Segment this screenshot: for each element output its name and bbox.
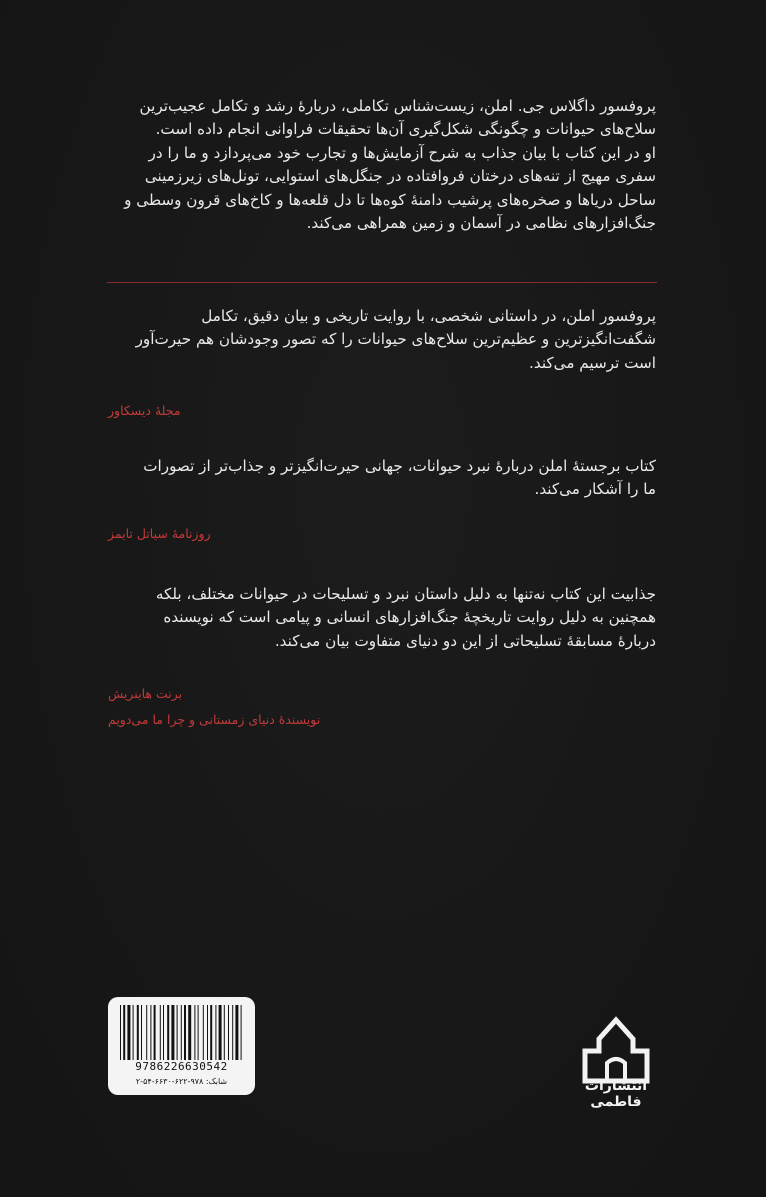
quote-source: روزنامهٔ سیاتل تایمز — [108, 526, 211, 541]
quote-source: مجلهٔ دیسکاور — [108, 403, 181, 418]
intro-line: جنگ‌افزارهای نظامی در آسمان و زمین همراهی می‌کند. — [306, 214, 656, 233]
quote-line: دربارهٔ مسابقهٔ تسلیحاتی از این دو دنیای متفاوت بیان می‌کند. — [274, 631, 656, 650]
quote-heinrich — [108, 583, 656, 653]
quote-line: کتاب برجستهٔ املن دربارهٔ نبرد حیوانات، جهانی حیرت‌انگیزتر و جذاب‌تر از تصورات — [143, 457, 656, 475]
intro-line: سفری مهیج از تنه‌های درختان فروافتاده در جنگل‌های استوایی، تونل‌های زیرزمینی — [144, 167, 656, 186]
quote-seattle-times — [108, 455, 656, 502]
quote-line: ما را آشکار می‌کند. — [534, 480, 656, 499]
intro-paragraph — [108, 95, 656, 235]
quote-line: است ترسیم می‌کند. — [529, 353, 656, 372]
intro-line: ساحل دریاها و صخره‌های پرشیب دامنهٔ کوه‌ها تا دل قلعه‌ها و کاخ‌های قرون وسطی و — [124, 190, 656, 209]
quote-discover — [108, 305, 656, 375]
section-divider — [107, 282, 657, 283]
barcode-bars — [120, 1005, 243, 1060]
barcode-number: 9786226630542 — [135, 1060, 228, 1073]
quote-line: پروفسور املن، در داستانی شخصی، با روایت تاریخی و بیان دقیق، تکامل — [201, 307, 656, 325]
quote-source: برنت هاینریش — [108, 686, 183, 701]
intro-line: پروفسور داگلاس جی. املن، زیست‌شناس تکاملی، دربارهٔ رشد و تکامل عجیب‌ترین — [139, 97, 656, 115]
quote-line: همچنین به دلیل روایت تاریخچهٔ جنگ‌افزارهای انسانی و پیامی است که نویسنده — [163, 608, 656, 627]
quote-source-detail: نویسندهٔ دنیای زمستانی و چرا ما می‌دویم — [108, 712, 321, 727]
barcode-label — [108, 997, 255, 1095]
intro-line: سلاح‌های حیوانات و چگونگی شکل‌گیری آن‌ها تحقیقات فراوانی انجام داده است. — [155, 120, 656, 139]
intro-line: او در این کتاب با بیان جذاب به شرح آزمایش‌ها و تجارب خود می‌پردازد و ما را در — [148, 143, 656, 162]
quote-line: شگفت‌انگیزترین و عظیم‌ترین سلاح‌های حیوانات را که تصور وجودشان هم حیرت‌آور — [135, 330, 656, 349]
quote-line: جذابیت این کتاب نه‌تنها به دلیل داستان نبرد و تسلیحات در حیوانات مختلف، بلکه — [155, 585, 656, 603]
publisher-name: انتشارات فاطمی — [584, 1078, 648, 1110]
isbn-label: شابک: ۹۷۸-۶۲۲-۶۶۳۰-۵۴-۲ — [135, 1077, 228, 1086]
